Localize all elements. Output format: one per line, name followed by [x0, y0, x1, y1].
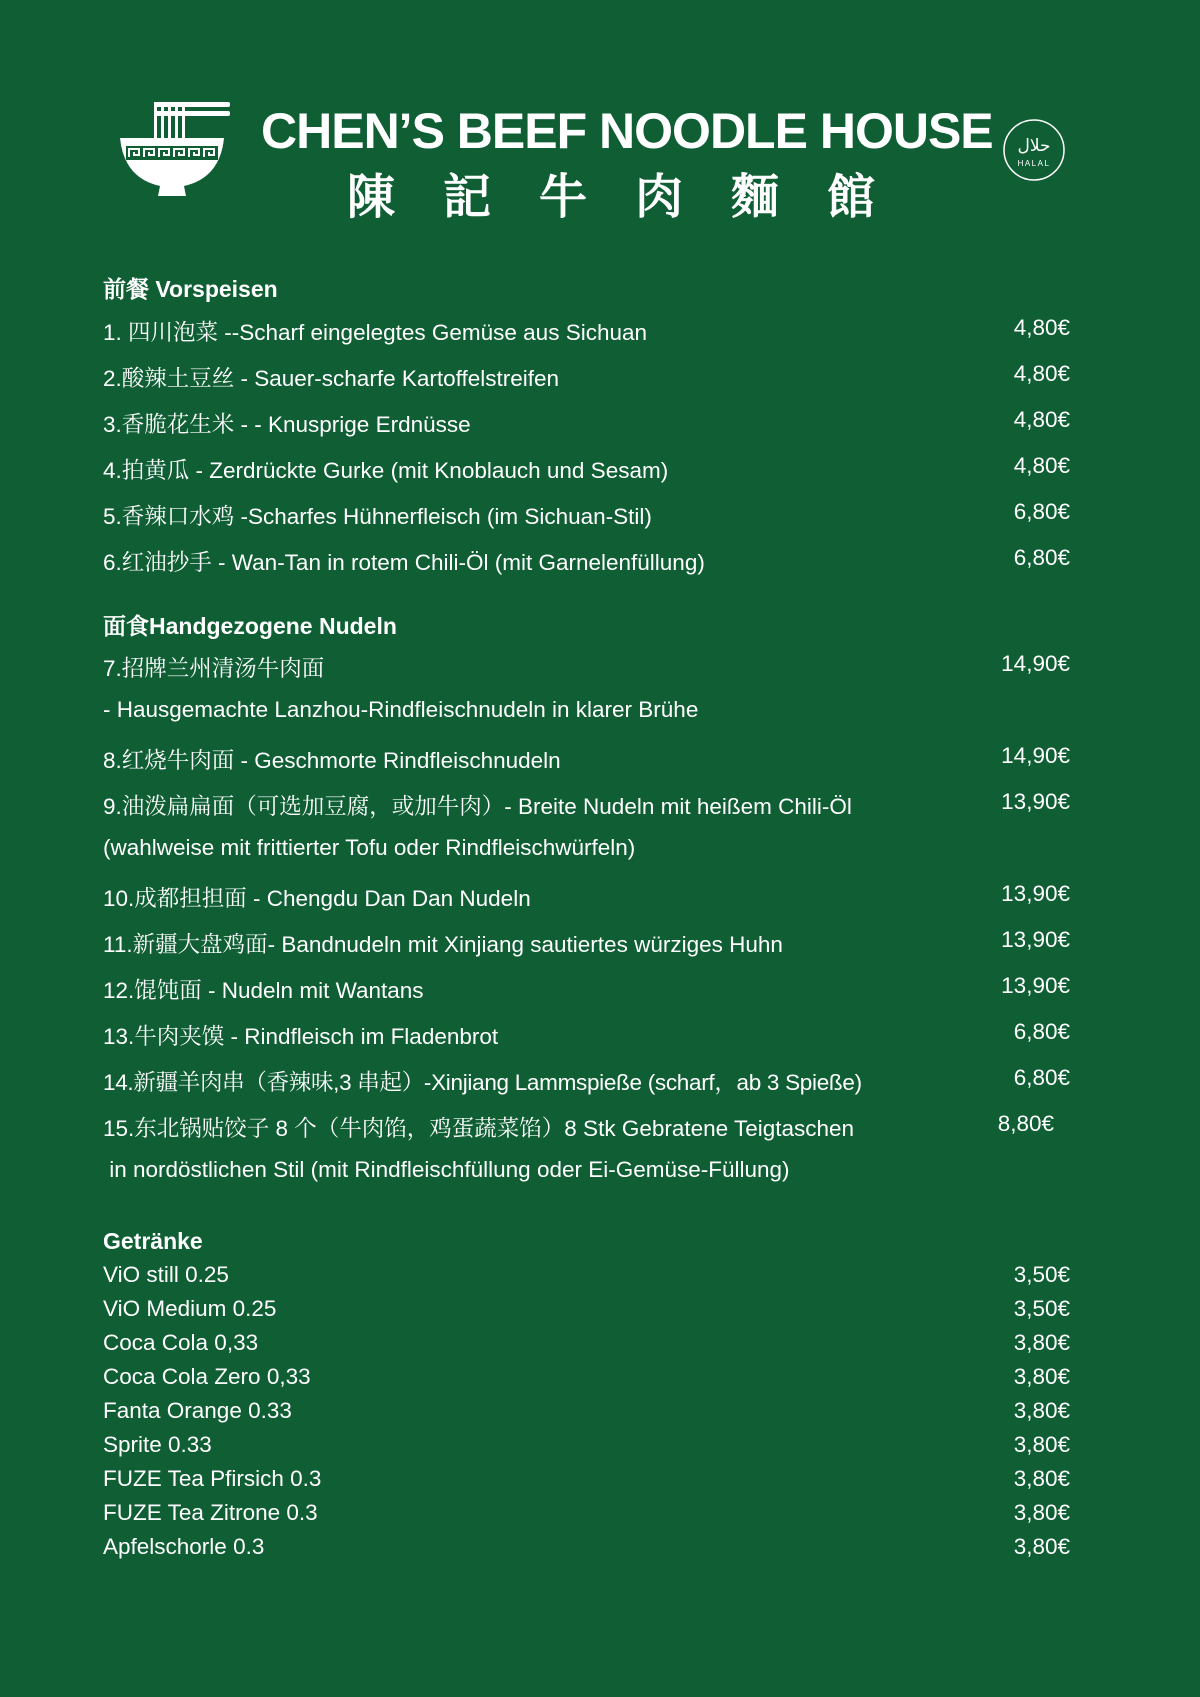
- item-name: 3.香脆花生米 - - Knusprige Erdnüsse: [103, 412, 471, 437]
- item-name: Apfelschorle 0.3: [103, 1534, 265, 1559]
- menu-item: [103, 1019, 1070, 1049]
- menu-item: [103, 407, 1070, 437]
- menu-item-description: [103, 835, 1070, 865]
- menu-item: [103, 1262, 1070, 1292]
- menu-item: [103, 1500, 1070, 1530]
- item-price: 3,80€: [1013, 1398, 1070, 1423]
- item-name: 12.馄饨面 - Nudeln mit Wantans: [103, 978, 424, 1003]
- menu-item-description: [103, 697, 1070, 727]
- menu-item: [103, 1432, 1070, 1462]
- menu-item: [103, 499, 1070, 529]
- item-name: 2.酸辣土豆丝 - Sauer-scharfe Kartoffelstreifen: [103, 366, 559, 391]
- item-price: 3,80€: [1013, 1432, 1070, 1457]
- menu-item: [103, 1065, 1070, 1095]
- halal-arabic-text: حلال: [1017, 136, 1051, 156]
- halal-badge-icon: [1002, 118, 1066, 182]
- item-name: 8.红烧牛肉面 - Geschmorte Rindfleischnudeln: [103, 748, 561, 773]
- item-price: 13,90€: [1001, 881, 1070, 906]
- item-price: 13,90€: [1001, 927, 1070, 952]
- item-name: Coca Cola Zero 0,33: [103, 1364, 311, 1389]
- restaurant-name-chinese: 陳記牛肉麵館: [347, 169, 924, 225]
- item-price: 3,50€: [1013, 1262, 1070, 1287]
- item-price: 3,80€: [1013, 1364, 1070, 1389]
- menu-item: [103, 789, 1070, 819]
- item-price: 3,80€: [1013, 1330, 1070, 1355]
- item-name: 5.香辣口水鸡 -Scharfes Hühnerfleisch (im Sichuan-Stil): [103, 504, 652, 529]
- item-name: 14.新疆羊肉串（香辣味,3 串起）-Xinjiang Lammspieße (scharf，ab 3 Spieße): [103, 1070, 862, 1095]
- menu-item: [103, 1330, 1070, 1360]
- item-price: 3,80€: [1013, 1466, 1070, 1491]
- item-price: 4,80€: [1013, 315, 1070, 340]
- item-name: ViO Medium 0.25: [103, 1296, 277, 1321]
- menu-item: [103, 1364, 1070, 1394]
- menu-item: [103, 315, 1070, 345]
- item-name: 15.东北锅贴饺子 8 个（牛肉馅，鸡蛋蔬菜馅）8 Stk Gebratene Teigtaschen: [103, 1116, 855, 1141]
- menu-item: [103, 743, 1070, 773]
- item-price: 3,50€: [1013, 1296, 1070, 1321]
- item-name: 10.成都担担面 - Chengdu Dan Dan Nudeln: [103, 886, 531, 911]
- item-price: 4,80€: [1013, 361, 1070, 386]
- item-name: 9.油泼扁扁面（可选加豆腐，或加牛肉）- Breite Nudeln mit heißem Chili-Öl: [103, 794, 852, 819]
- item-name: 1. 四川泡菜 --Scharf eingelegtes Gemüse aus Sichuan: [103, 320, 647, 345]
- section-title-getraenke: Getränke: [103, 1228, 203, 1254]
- menu-item: [103, 1534, 1070, 1564]
- item-name: - Hausgemachte Lanzhou-Rindfleischnudeln in klarer Brühe: [103, 697, 699, 722]
- item-name: Coca Cola 0,33: [103, 1330, 259, 1355]
- item-price: 3,80€: [1013, 1534, 1070, 1559]
- item-name: Sprite 0.33: [103, 1432, 212, 1457]
- menu-item: [103, 881, 1070, 911]
- menu-item: [103, 1296, 1070, 1326]
- item-name: FUZE Tea Pfirsich 0.3: [103, 1466, 322, 1491]
- item-price: 13,90€: [1001, 973, 1070, 998]
- menu-item: [103, 1398, 1070, 1428]
- noodle-bowl-icon: [120, 100, 232, 202]
- item-price: 6,80€: [1013, 1019, 1070, 1044]
- item-name: 4.拍黄瓜 - Zerdrückte Gurke (mit Knoblauch und Sesam): [103, 458, 669, 483]
- menu-item: [103, 651, 1070, 681]
- menu-item: [103, 361, 1070, 391]
- menu-item: [103, 927, 1070, 957]
- item-price: 13,90€: [1001, 789, 1070, 814]
- halal-label: HALAL: [1017, 159, 1051, 168]
- item-name: FUZE Tea Zitrone 0.3: [103, 1500, 318, 1525]
- menu-item: [103, 973, 1070, 1003]
- item-price: 4,80€: [1013, 453, 1070, 478]
- item-name: ViO still 0.25: [103, 1262, 229, 1287]
- item-price: 4,80€: [1013, 407, 1070, 432]
- menu-header: [0, 0, 1200, 240]
- item-name: 13.牛肉夹馍 - Rindfleisch im Fladenbrot: [103, 1024, 499, 1049]
- menu-item-description: [103, 1157, 1070, 1187]
- section-title-nudeln: 面食Handgezogene Nudeln: [103, 613, 397, 639]
- item-price: 3,80€: [1013, 1500, 1070, 1525]
- restaurant-name: CHEN’S BEEF NOODLE HOUSE: [261, 103, 993, 159]
- item-price: 6,80€: [1013, 1065, 1070, 1090]
- item-name: 11.新疆大盘鸡面- Bandnudeln mit Xinjiang sautiertes würziges Huhn: [103, 932, 783, 957]
- item-name: 7.招牌兰州清汤牛肉面: [103, 656, 325, 681]
- item-price: 6,80€: [1013, 545, 1070, 570]
- item-name: (wahlweise mit frittierter Tofu oder Rindfleischwürfeln): [103, 835, 636, 860]
- item-price: 14,90€: [1001, 651, 1070, 676]
- menu-item: [103, 1466, 1070, 1496]
- item-name: Fanta Orange 0.33: [103, 1398, 292, 1423]
- menu-item: [103, 1111, 1054, 1141]
- item-price: 14,90€: [1001, 743, 1070, 768]
- item-name: 6.红油抄手 - Wan-Tan in rotem Chili-Öl (mit Garnelenfüllung): [103, 550, 705, 575]
- menu-item: [103, 545, 1070, 575]
- item-name: in nordöstlichen Stil (mit Rindfleischfüllung oder Ei-Gemüse-Füllung): [103, 1157, 790, 1182]
- item-price: 6,80€: [1013, 499, 1070, 524]
- item-price: 8,80€: [997, 1111, 1054, 1136]
- menu-item: [103, 453, 1070, 483]
- section-title-vorspeisen: 前餐 Vorspeisen: [103, 276, 278, 302]
